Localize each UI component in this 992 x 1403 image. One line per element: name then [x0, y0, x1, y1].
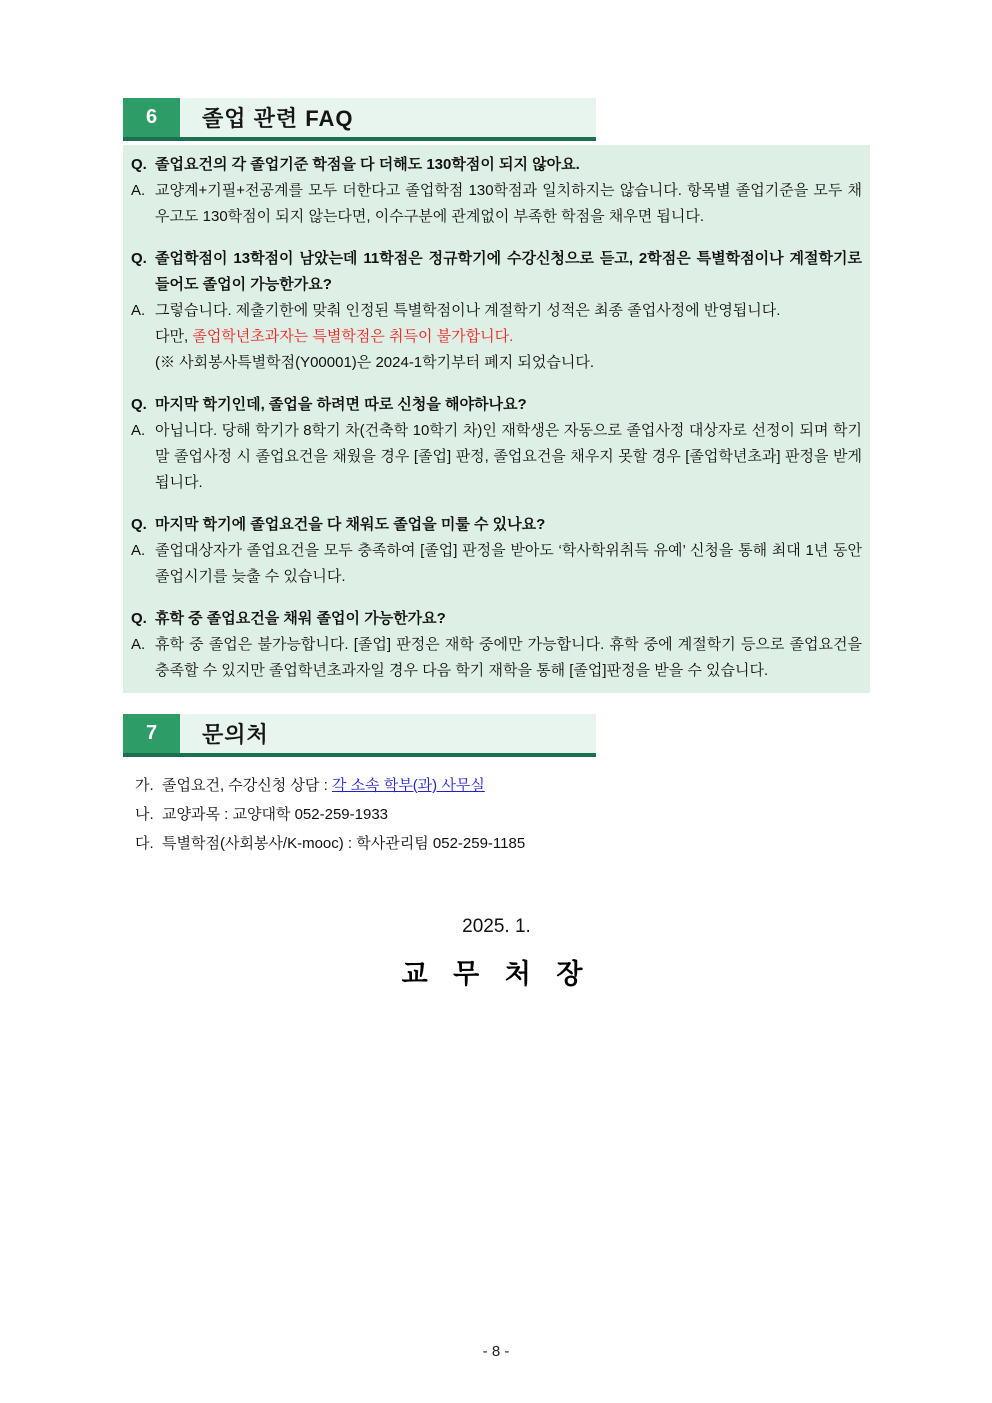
faq-item — [131, 152, 862, 230]
contact-item-text — [162, 771, 485, 800]
faq-question — [131, 392, 862, 418]
answer-line-2-warning: 졸업학년초과자는 특별학점은 취득이 불가합니다. — [192, 328, 514, 345]
faq-box — [123, 145, 870, 693]
section-7-title: 문의처 — [180, 714, 596, 753]
page-number: - 8 - — [482, 1343, 510, 1360]
answer-line-2 — [155, 324, 862, 350]
faq-answer — [131, 538, 862, 590]
answer-text: 아닙니다. 당해 학기가 8학기 차(건축학 10학기 차)인 재학생은 자동으로 졸업사정 대상자로 선정이 되며 학기 말 졸업사정 시 졸업요건을 채웠을 경우 [졸업] 판정, 졸업요건을 채우지 못할 경우 [졸업학년초과] 판정을 받게 됩니다. — [155, 422, 862, 491]
section-6-title: 졸업 관련 FAQ — [180, 98, 596, 137]
department-office-link[interactable]: 각 소속 학부(과) 사무실 — [331, 777, 485, 794]
answer-line-1: 그렇습니다. 제출기한에 맞춰 인정된 특별학점이나 계절학기 성적은 최종 졸업사정에 반영됩니다. — [155, 302, 781, 319]
contact-item-liberal-arts — [135, 800, 870, 829]
question-text: 졸업학점이 13학점이 남았는데 11학점은 정규학기에 수강신청으로 듣고, 2학점은 특별학점이나 계절학기로 들어도 졸업이 가능한가요? — [155, 250, 862, 293]
faq-item — [131, 392, 862, 496]
question-label: Q. — [131, 250, 147, 267]
section-6-header — [123, 98, 596, 141]
faq-answer — [131, 298, 862, 376]
answer-text: 졸업대상자가 졸업요건을 모두 충족하여 [졸업] 판정을 받아도 ‘학사학위취득 유예’ 신청을 통해 최대 1년 동안 졸업시기를 늦출 수 있습니다. — [155, 542, 862, 585]
contact-list — [123, 771, 870, 858]
answer-label: A. — [131, 302, 146, 319]
contact-item-text: 교양과목 : 교양대학 052-259-1933 — [162, 806, 389, 823]
question-label: Q. — [131, 516, 147, 533]
answer-label: A. — [131, 422, 146, 439]
answer-text — [155, 298, 862, 376]
faq-item — [131, 606, 862, 684]
question-text: 마지막 학기에 졸업요건을 다 채워도 졸업을 미룰 수 있나요? — [155, 516, 546, 533]
contact-item-graduation — [135, 771, 870, 800]
answer-line-3: (※ 사회봉사특별학점(Y00001)은 2024-1학기부터 폐지 되었습니다. — [155, 354, 595, 371]
signature-title: 교 무 처 장 — [401, 959, 592, 989]
contact-item-text: 특별학점(사회봉사/K-mooc) : 학사관리팀 052-259-1185 — [162, 835, 526, 852]
document-body — [123, 98, 870, 991]
question-text: 휴학 중 졸업요건을 채워 졸업이 가능한가요? — [155, 610, 446, 627]
faq-question — [131, 606, 862, 632]
answer-label: A. — [131, 542, 146, 559]
answer-line-2-prefix: 다만, — [155, 328, 193, 345]
contact-item-label: 가. — [135, 777, 154, 794]
answer-text: 교양계+기필+전공계를 모두 더한다고 졸업학점 130학점과 일치하지는 않습니다. 항목별 졸업기준을 모두 채우고도 130학점이 되지 않는다면, 이수구분에 관계없이 부족한 학점을 채우면 됩니다. — [155, 182, 862, 225]
answer-label: A. — [131, 182, 146, 199]
question-text: 마지막 학기인데, 졸업을 하려면 따로 신청을 해야하나요? — [155, 396, 527, 413]
document-date: 2025. 1. — [462, 916, 531, 937]
faq-question — [131, 152, 862, 178]
faq-question — [131, 512, 862, 538]
faq-answer — [131, 632, 862, 684]
faq-item — [131, 512, 862, 590]
faq-item — [131, 246, 862, 376]
faq-answer — [131, 418, 862, 496]
contact-item-prefix: 졸업요건, 수강신청 상담 : — [162, 777, 332, 794]
contact-item-label: 나. — [135, 806, 154, 823]
section-7-header — [123, 714, 596, 757]
answer-label: A. — [131, 636, 146, 653]
section-7-number-badge: 7 — [123, 714, 180, 753]
question-label: Q. — [131, 396, 147, 413]
question-label: Q. — [131, 156, 147, 173]
contact-item-special-credit — [135, 829, 870, 858]
question-text: 졸업요건의 각 졸업기준 학점을 다 더해도 130학점이 되지 않아요. — [155, 156, 580, 173]
answer-text: 휴학 중 졸업은 불가능합니다. [졸업] 판정은 재학 중에만 가능합니다. 휴학 중에 계절학기 등으로 졸업요건을 충족할 수 있지만 졸업학년초과자일 경우 다음 학기 재학을 통해 [졸업]판정을 받을 수 있습니다. — [155, 636, 862, 679]
contact-item-label: 다. — [135, 835, 154, 852]
faq-question — [131, 246, 862, 298]
question-label: Q. — [131, 610, 147, 627]
faq-answer — [131, 178, 862, 230]
section-6-number-badge: 6 — [123, 98, 180, 137]
